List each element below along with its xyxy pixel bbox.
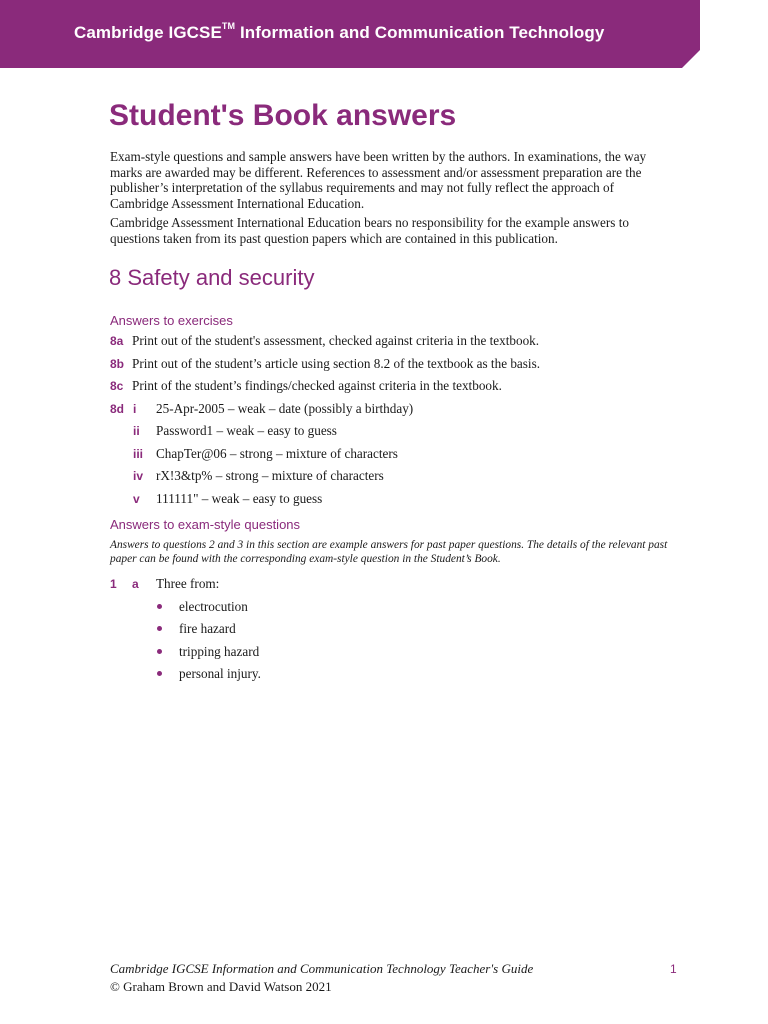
- footer-book-title: Cambridge IGCSE Information and Communication Technology Teacher's Guide: [110, 961, 534, 976]
- subitem-label-v: v: [133, 492, 140, 506]
- exercise-label-8c: 8c: [110, 379, 124, 393]
- header-title-suffix: Information and Communication Technology: [235, 23, 605, 42]
- intro-text: [110, 149, 675, 250]
- section-title: 8 Safety and security: [109, 265, 315, 290]
- exercise-text-8b: Print out of the student’s article using section 8.2 of the textbook as the basis.: [132, 356, 541, 371]
- bullet-text-fire-hazard: fire hazard: [179, 621, 236, 636]
- intro-paragraph-1: Exam-style questions and sample answers have been written by the authors. In examinations, the way marks are awarded may be different. References to assessment and/or assessment preparation are the publisher’s interpretation of the syllabus requirements and may not fully reflect the approach of Cambridge Assessment International Education.: [110, 149, 647, 211]
- exam-questions-note: Answers to questions 2 and 3 in this section are example answers for past paper questions. The details of the relevant past paper can be found with the corresponding exam-style question in the Student’s Book.: [110, 539, 668, 565]
- question-part-a: a: [132, 577, 139, 591]
- footer-copyright: © Graham Brown and David Watson 2021: [110, 979, 332, 994]
- bullet-dot: [157, 671, 162, 676]
- question-1a-text: Three from:: [156, 576, 220, 591]
- exercise-text-8c: Print of the student’s findings/checked against criteria in the textbook.: [132, 378, 502, 393]
- bullet-dot: [157, 604, 162, 609]
- subitem-label-iii: iii: [133, 447, 144, 461]
- exercise-label-8b: 8b: [110, 357, 125, 371]
- bullet-text-electrocution: electrocution: [179, 599, 248, 614]
- intro-paragraph-2: Cambridge Assessment International Education bears no responsibility for the example answers to questions taken from its past question papers which are contained in this publication.: [110, 215, 629, 246]
- bullet-text-tripping-hazard: tripping hazard: [179, 644, 260, 659]
- subitem-text-i: 25-Apr-2005 – weak – date (possibly a birthday): [156, 401, 414, 416]
- subitem-text-iii: ChapTer@06 – strong – mixture of characters: [156, 446, 398, 461]
- subitem-label-ii: ii: [133, 424, 140, 438]
- page-number: 1: [670, 962, 677, 976]
- trademark-symbol: TM: [221, 21, 236, 32]
- bullet-dot: [157, 626, 162, 631]
- subitem-label-iv: iv: [133, 469, 144, 483]
- subitem-text-ii: Password1 – weak – easy to guess: [156, 423, 337, 438]
- exercise-label-8a: 8a: [110, 334, 124, 348]
- subitem-text-iv: rX!3&tp% – strong – mixture of characters: [156, 468, 384, 483]
- exercise-text-8a: Print out of the student's assessment, checked against criteria in the textbook.: [132, 333, 540, 348]
- exercises-heading: Answers to exercises: [110, 313, 233, 328]
- question-number-1: 1: [110, 577, 117, 591]
- bullet-dot: [157, 649, 162, 654]
- bullet-text-personal-injury: personal injury.: [179, 666, 261, 681]
- header-title: [74, 23, 604, 43]
- subitem-text-v: 111111" – weak – easy to guess: [156, 491, 323, 506]
- subitem-label-i: i: [133, 402, 137, 416]
- page-title: Student's Book answers: [109, 99, 457, 132]
- exercise-label-8d: 8d: [110, 402, 125, 416]
- header-title-prefix: Cambridge IGCSE: [74, 23, 222, 42]
- exam-questions-heading: Answers to exam-style questions: [110, 517, 301, 532]
